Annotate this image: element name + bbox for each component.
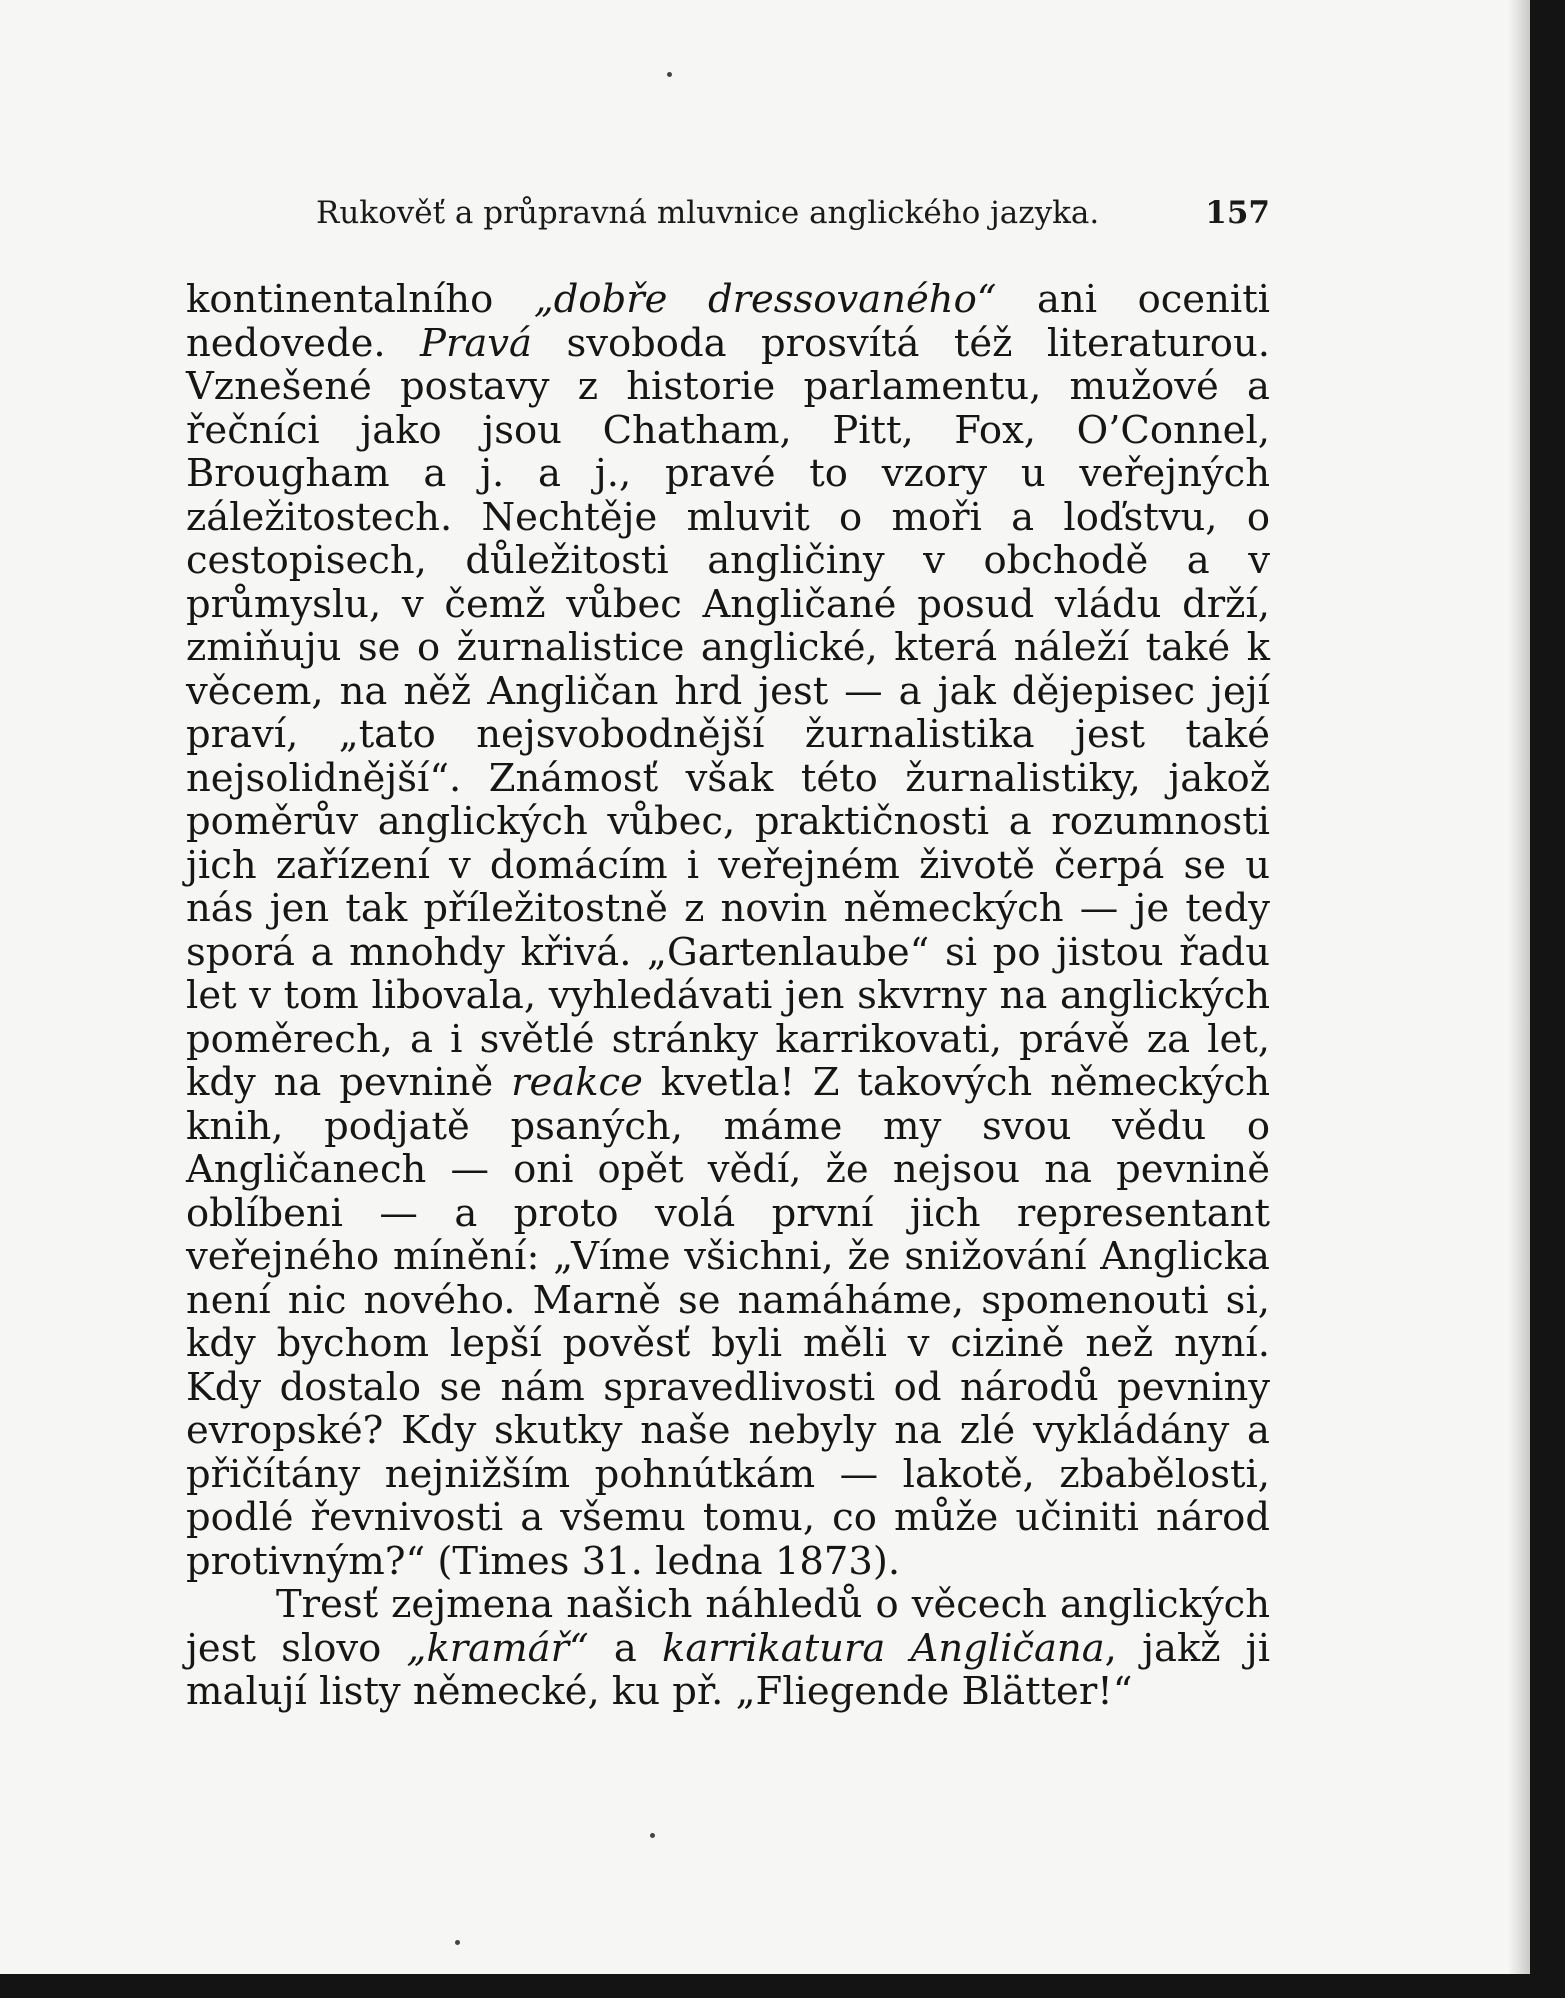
text-run: a <box>588 1625 663 1671</box>
italic-text: reakce <box>511 1060 643 1105</box>
paragraph <box>186 1583 1270 1714</box>
running-header-title: Rukověť a průpravná mluvnice anglického jazyka. <box>316 195 1100 231</box>
italic-text: „dobře dressovaného“ <box>533 277 997 322</box>
text-run: Tresť zejmena našich náhledů o věcech anglických jest slovo <box>186 1582 1270 1671</box>
body-text <box>186 278 1270 1714</box>
italic-text: Pravá <box>420 320 533 366</box>
ink-speck <box>667 72 672 77</box>
ink-speck <box>455 1940 460 1945</box>
text-run: ani oceniti nedovede. <box>186 277 1270 366</box>
page-edge-shadow <box>1508 0 1530 1974</box>
italic-text: „kramář“ <box>406 1625 589 1671</box>
ink-speck <box>650 1833 655 1838</box>
page-number: 157 <box>1205 195 1270 231</box>
running-header <box>316 186 1270 240</box>
text-run: kontinentalního <box>186 277 534 322</box>
text-run: , jakž ji malují listy německé, ku př. „Fliegende Blätter!“ <box>186 1625 1271 1714</box>
text-run: svoboda prosvítá též literaturou. Vznešené postavy z historie parlamentu, mužové a řečníci jako jsou Chatham, Pitt, Fox, O’Connel, Brougham a j. a j., pravé to vzory u veřejných záležitostech. Nechtěje mluvit o moři a loďstvu, o cestopisech, důležitosti angličiny v obchodě a v průmyslu, v čemž vůbec Angličané posud vládu drží, zmiňuju se o žurnalistice anglické, která náleží také k věcem, na něž Angličan hrd jest — a jak dějepisec její praví, „tato nejsvobodnější žurnalistika jest také nejsolidnější“. Známosť však této žurnalistiky, jakož poměrův anglických vůbec, praktičnosti a rozumnosti jich zařízení v domácím i veřejném životě čerpá se u nás jen tak příležitostně z novin německých — je tedy sporá a mnohdy křivá. „Gartenlaube“ si po jistou řadu let v tom libovala, vyhledávati jen skvrny na anglických poměrech, a i světlé stránky karrikovati, právě za let, kdy na pevnině <box>186 320 1270 1105</box>
italic-text: karrikatura Angličana <box>662 1625 1105 1671</box>
paragraph <box>186 278 1270 1583</box>
text-run: kvetla! Z takových německých knih, podjatě psaných, máme my svou vědu o Angličanech — oni opět vědí, že nejsou na pevnině oblíbeni — a proto volá první jich representant veřejného mínění: „Víme všichni, že snižování Anglicka není nic nového. Marně se namáháme, spomenouti si, kdy bychom lepší pověsť byli měli v cizině než nyní. Kdy dostalo se nám spravedlivosti od národů pevniny evropské? Kdy skutky naše nebyly na zlé vykládány a přičítány nejnižším pohnútkám — lakotě, zbabělosti, podlé řevnivosti a všemu tomu, co může učiniti národ protivným?“ (Times 31. ledna 1873). <box>186 1060 1270 1584</box>
